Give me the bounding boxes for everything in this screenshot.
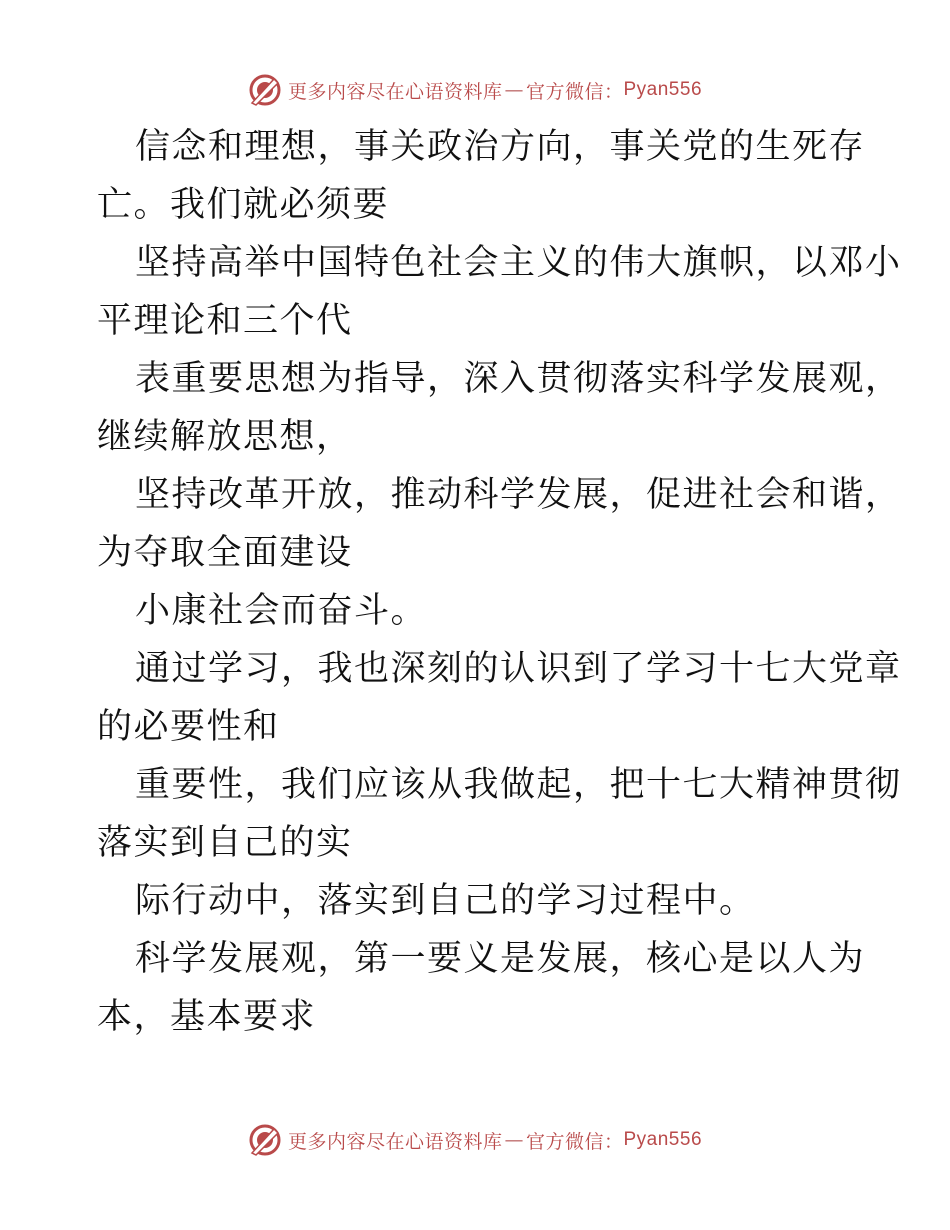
watermark-brand: 更多内容尽在心语资料库: [287, 80, 503, 103]
text-line: 继续解放思想，: [97, 417, 353, 457]
watermark-dash: —: [504, 1129, 524, 1151]
text-line: 本，基本要求: [97, 997, 317, 1037]
text-line: 表重要思想为指导，深入贯彻落实科学发展观，: [135, 359, 902, 399]
pen-logo-icon: [248, 73, 282, 107]
watermark-dash: —: [504, 79, 524, 101]
text-line: 小康社会而奋斗。: [135, 591, 428, 631]
text-line: 科学发展观，第一要义是发展，核心是以人为: [135, 939, 866, 979]
text-line: 的必要性和: [97, 707, 280, 747]
watermark-id: Pyan556: [623, 79, 703, 100]
text-line: 平理论和三个代: [97, 301, 353, 341]
text-line: 亡。我们就必须要: [97, 185, 390, 225]
text-line: 重要性，我们应该从我做起，把十七大精神贯彻: [135, 765, 902, 805]
document-body: [97, 118, 902, 1046]
footer-watermark: [0, 1120, 950, 1160]
text-line: 际行动中，落实到自己的学习过程中。: [135, 881, 756, 921]
pen-logo-icon: [248, 1123, 282, 1157]
watermark-brand: 更多内容尽在心语资料库: [287, 1130, 503, 1153]
text-line: 落实到自己的实: [97, 823, 353, 863]
header-watermark: [0, 70, 950, 110]
text-line: 通过学习，我也深刻的认识到了学习十七大党章: [135, 649, 902, 689]
text-line: 坚持高举中国特色社会主义的伟大旗帜，以邓小: [135, 243, 902, 283]
text-line: 坚持改革开放，推动科学发展，促进社会和谐，: [135, 475, 902, 515]
text-line: 信念和理想，事关政治方向，事关党的生死存: [135, 127, 866, 167]
watermark-official: 官方微信：: [525, 1130, 624, 1153]
watermark-official: 官方微信：: [525, 80, 624, 103]
watermark-id: Pyan556: [623, 1129, 703, 1150]
text-line: 为夺取全面建设: [97, 533, 353, 573]
